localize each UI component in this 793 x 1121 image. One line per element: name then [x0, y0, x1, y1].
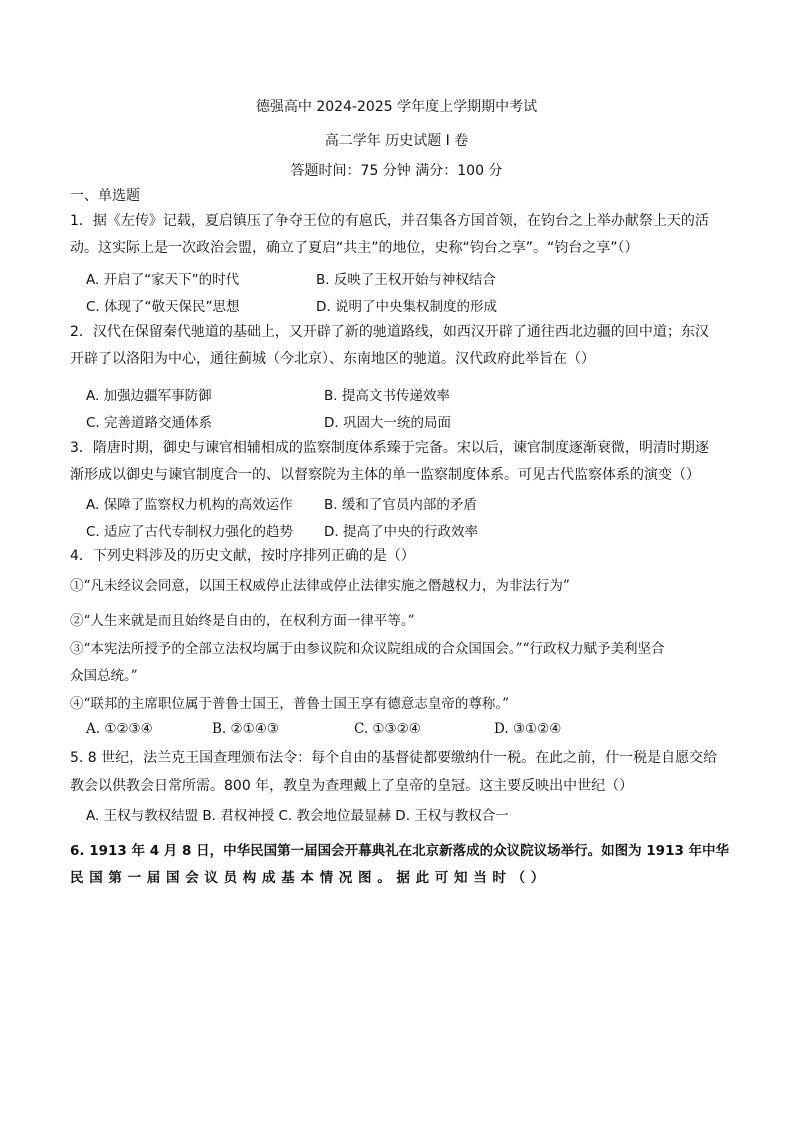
q4-source-1: ①“凡未经议会同意，以国王权威停止法律或停止法律实施之僭越权力，为非法行为” [70, 578, 570, 594]
q1-option-b: B. 反映了王权开始与神权结合 [316, 272, 496, 288]
q4-stem: 4．下列史料涉及的历史文献，按时序排列正确的是（） [70, 548, 415, 564]
q1-option-c: C. 体现了“敬天保民”思想 [86, 299, 240, 315]
q2-option-a: A. 加强边疆军事防御 [86, 388, 212, 404]
exam-time-info: 答题时间：75 分钟 满分：100 分 [290, 163, 503, 179]
q2-option-b: B. 提高文书传递效率 [324, 388, 450, 404]
q4-option-b: B. ②①④③ [212, 721, 279, 737]
exam-title: 德强高中 2024-2025 学年度上学期期中考试 [255, 99, 538, 115]
q4-source-3-line2: 众国总统。” [70, 668, 138, 684]
q1-stem-line2: 动。这实际上是一次政治会盟，确立了夏启“共主”的地位，史称“钧台之享”。“钧台之享”（） [70, 240, 639, 256]
q3-option-b: B. 缓和了官员内部的矛盾 [324, 497, 477, 513]
q4-option-d: D. ③①②④ [494, 721, 562, 737]
q5-stem-line2: 教会以供教会日常所需。800 年，教皇为查理戴上了皇帝的皇冠。这主要反映出中世纪（） [70, 778, 634, 794]
section-heading: 一、单选题 [70, 188, 140, 204]
q4-source-3-line1: ③“本宪法所授予的全部立法权均属于由参议院和众议院组成的合众国国会。”“行政权力赋予美利坚合 [70, 641, 665, 657]
q2-stem-line1: 2．汉代在保留秦代驰道的基础上，又开辟了新的驰道路线，如西汉开辟了通往西北边疆的回中道；东汉 [70, 324, 709, 340]
q3-option-d: D. 提高了中央的行政效率 [324, 524, 478, 540]
q6-stem-line2: 民 国 第 一 届 国 会 议 员 构 成 基 本 情 况 图 。 据 此 可 知 当 时 （ ） [70, 870, 545, 886]
q4-option-a: A. ①②③④ [86, 721, 153, 737]
q6-stem-line1: 6. 1913 年 4 月 8 日，中华民国第一届国会开幕典礼在北京新落成的众议院议场举行。如图为 1913 年中华 [70, 843, 730, 859]
q2-option-d: D. 巩固大一统的局面 [324, 415, 451, 431]
q1-option-a: A. 开启了“家天下”的时代 [86, 272, 240, 288]
q1-option-d: D. 说明了中央集权制度的形成 [316, 299, 497, 315]
q3-option-c: C. 适应了古代专制权力强化的趋势 [86, 524, 294, 540]
q2-stem-line2: 开辟了以洛阳为中心，通往蓟城（今北京）、东南地区的驰道。汉代政府此举旨在（） [70, 351, 595, 367]
q4-option-c: C. ①③②④ [354, 721, 421, 737]
q3-stem-line2: 渐形成以御史与谏官制度合一的、以督察院为主体的单一监察制度体系。可见古代监察体系的演变（） [70, 467, 700, 483]
q3-option-a: A. 保障了监察权力机构的高效运作 [86, 497, 293, 513]
q5-stem-line1: 5. 8 世纪，法兰克王国查理颁布法令：每个自由的基督徒都要缴纳什一税。在此之前，什一税是自愿交给 [70, 750, 718, 766]
exam-subtitle: 高二学年 历史试题 I 卷 [324, 133, 469, 149]
q4-source-4: ④“联邦的主席职位属于普鲁士国王，普鲁士国王享有德意志皇帝的尊称。” [70, 696, 510, 712]
q3-stem-line1: 3．隋唐时期，御史与谏官相辅相成的监察制度体系臻于完备。宋以后，谏官制度逐渐衰微，明清时期逐 [70, 440, 709, 456]
q5-options: A. 王权与教权结盟 B. 君权神授 C. 教会地位最显赫 D. 王权与教权合一 [86, 808, 509, 824]
q4-source-2: ②“人生来就是而且始终是自由的，在权利方面一律平等。” [70, 613, 415, 629]
q2-option-c: C. 完善道路交通体系 [86, 415, 213, 431]
q1-stem-line1: 1．据《左传》记载，夏启镇压了争夺王位的有扈氏，并召集各方国首领，在钧台之上举办献祭上天的活 [70, 213, 709, 229]
